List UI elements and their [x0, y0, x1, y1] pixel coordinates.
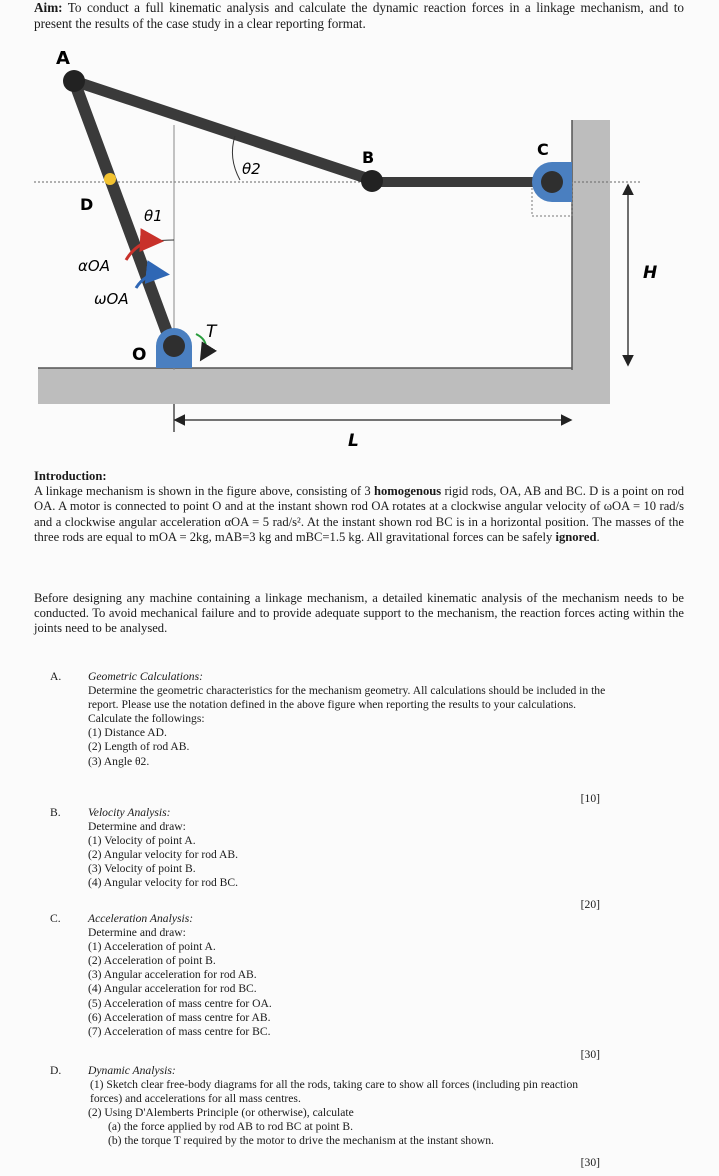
joint-o — [163, 335, 185, 357]
label-a: A — [56, 48, 70, 69]
section-d-item-1: (1) Sketch clear free-body diagrams for all the rods, taking care to show all forces (including pin reaction forces) and accelerations for all mass centres. — [90, 1078, 579, 1106]
section-d-item-2a: (a) the force applied by rod AB to rod BC at point B. — [108, 1120, 354, 1134]
joint-b — [361, 170, 383, 192]
section-a-title: Geometric Calculations: — [88, 670, 203, 683]
list-item: (3) Angular acceleration for rod AB. — [88, 968, 257, 982]
linkage-figure — [0, 40, 719, 460]
dimension-h-label: H — [643, 263, 658, 283]
introduction-heading: Introduction: — [34, 469, 107, 483]
label-c: C — [537, 140, 549, 159]
list-item: (3) Velocity of point B. — [88, 862, 196, 876]
torque-arrow — [196, 334, 206, 358]
section-c-title: Acceleration Analysis: — [88, 912, 194, 925]
section-c-list — [88, 940, 610, 1039]
intro-text-1: A linkage mechanism is shown in the figure above, consisting of 3 — [34, 484, 374, 499]
section-c — [50, 912, 610, 1061]
theta2-arc — [232, 136, 240, 180]
label-b: B — [362, 148, 375, 167]
section-c-letter: C. — [50, 912, 61, 925]
point-d — [104, 173, 116, 185]
section-d-item-2b: (b) the torque T required by the motor to drive the mechanism at the instant shown. — [108, 1134, 494, 1148]
list-item: (6) Acceleration of mass centre for AB. — [88, 1010, 271, 1024]
section-b-title: Velocity Analysis: — [88, 806, 171, 819]
list-item: (5) Acceleration of mass centre for OA. — [88, 996, 272, 1010]
label-torque: T — [206, 322, 217, 342]
label-omega-oa: ωOA — [94, 290, 129, 308]
section-c-marks: [30] — [580, 1048, 600, 1061]
list-item: (1) Acceleration of point A. — [88, 940, 216, 954]
list-item: (2) Angular velocity for rod AB. — [88, 848, 239, 862]
joint-c — [541, 171, 563, 193]
right-wall — [572, 120, 610, 370]
joint-a — [63, 70, 85, 92]
section-b-list — [88, 834, 610, 890]
section-c-lead: Determine and draw: — [88, 926, 186, 940]
section-d-title: Dynamic Analysis: — [88, 1064, 176, 1077]
ground — [38, 368, 610, 404]
list-item: (2) Length of rod AB. — [88, 740, 190, 754]
list-item: (1) Velocity of point A. — [88, 834, 196, 848]
list-item: (3) Angle θ2. — [88, 754, 150, 768]
aim-paragraph — [34, 0, 684, 32]
introduction — [34, 469, 684, 545]
label-theta1: θ1 — [144, 207, 163, 225]
section-a-list — [88, 726, 610, 768]
dimension-l-label: L — [348, 431, 359, 451]
aim-text: To conduct a full kinematic analysis and calculate the dynamic reaction forces in a linkage mechanism, and to present the results of the case study in a clear reporting format. — [34, 0, 685, 31]
section-b-letter: B. — [50, 806, 61, 819]
section-b — [50, 806, 610, 911]
section-a — [50, 670, 610, 805]
section-b-marks: [20] — [580, 898, 600, 911]
list-item: (7) Acceleration of mass centre for BC. — [88, 1024, 271, 1038]
list-item: (4) Angular velocity for rod BC. — [88, 876, 239, 890]
intro-bold-ignored: ignored — [555, 529, 597, 544]
list-item: (2) Acceleration of point B. — [88, 954, 216, 968]
section-d-item-2: (2) Using D'Alemberts Principle (or otherwise), calculate — [88, 1106, 354, 1120]
section-a-desc: Determine the geometric characteristics for the mechanism geometry. All calculations should be included in the report. Please use the notation defined in the above figure when reporting the results to your calculations. — [88, 684, 606, 712]
intro-bold-homogenous: homogenous — [374, 484, 442, 499]
section-a-letter: A. — [50, 670, 62, 683]
list-item: (4) Angular acceleration for rod BC. — [88, 982, 257, 996]
section-d-letter: D. — [50, 1064, 62, 1077]
section-a-lead: Calculate the followings: — [88, 712, 205, 726]
list-item: (1) Distance AD. — [88, 726, 167, 740]
aim-label: Aim: — [34, 0, 63, 15]
section-a-marks: [10] — [580, 792, 600, 805]
section-d-marks: [30] — [580, 1156, 600, 1169]
rod-ab — [74, 81, 375, 180]
section-d — [50, 1064, 610, 1169]
label-theta2: θ2 — [242, 160, 261, 178]
intro-text-2: rigid rods, OA, AB and BC. D is a point on rod OA. A motor is connected to point O and at the instant shown rod OA rotates at a clockwise angular velocity of ωOA = 10 rad/s and a clockwise angular acceleration αOA = 5 rad/s². At the instant shown rod BC is in a horizontal position. The masses of the three rods are equal to mOA = 2kg, mAB=3 kg and mBC=1.5 kg. All gravitational forces can be safely — [34, 484, 684, 544]
label-alpha-oa: αOA — [78, 257, 110, 275]
intro-paragraph-2: Before designing any machine containing a linkage mechanism, a detailed kinematic analysis of the mechanism needs to be conducted. To avoid mechanical failure and to provide adequate support to the mechanism, the reaction forces acting within the joints need to be analysed. — [34, 591, 684, 636]
label-o: O — [132, 345, 147, 365]
intro-text-3: . — [596, 529, 600, 544]
label-d: D — [80, 195, 94, 214]
section-b-lead: Determine and draw: — [88, 820, 186, 834]
